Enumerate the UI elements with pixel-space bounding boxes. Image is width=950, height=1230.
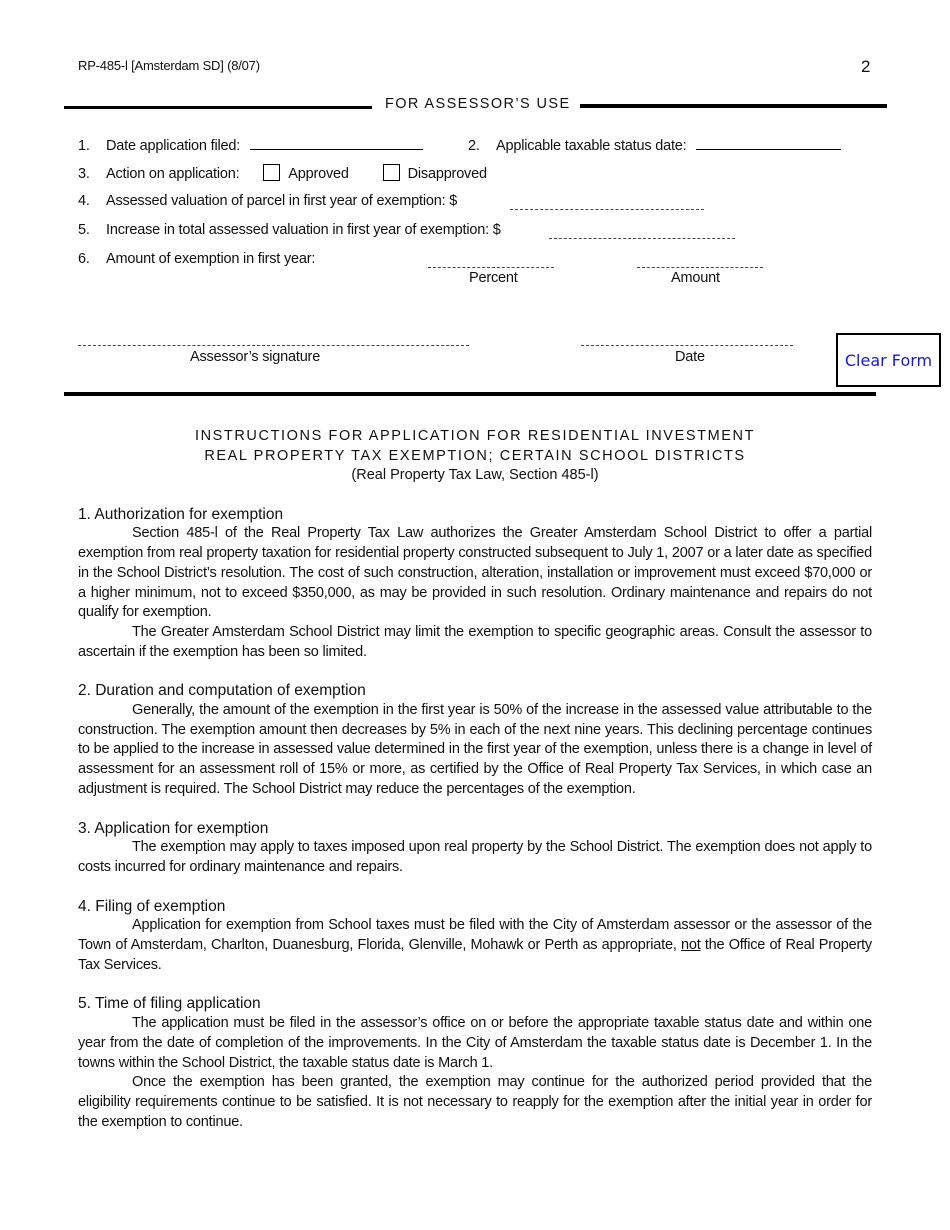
section-application: 3. Application for exemption The exemption may apply to taxes imposed upon real property by the School District. The exemption does not apply to costs incurred for ordinary maintenance and repairs. xyxy=(78,819,872,875)
divider xyxy=(580,104,887,108)
date-label: Date xyxy=(675,349,705,365)
signature-label: Assessor’s signature xyxy=(190,349,321,365)
page-number: 2 xyxy=(861,57,871,76)
disapproved-checkbox[interactable] xyxy=(383,164,400,181)
taxable-status-date-field[interactable] xyxy=(696,135,841,150)
percent-label: Percent xyxy=(469,270,518,286)
increase-valuation-field[interactable] xyxy=(549,238,735,239)
item-3: 3. Action on application: Approved Disapproved xyxy=(78,166,487,182)
section-filing: 4. Filing of exemption Application for exemption from School taxes must be filed with the City of Amsterdam assessor or the assessor of the Town of Amsterdam, Charlton, Duanesburg, Florida, Glenville, Mohawk or Perth as appropriate, not the Office of Real Property Tax Services. xyxy=(78,897,872,973)
clear-form-button[interactable]: Clear Form xyxy=(836,333,941,387)
form-id: RP-485-l [Amsterdam SD] (8/07) xyxy=(78,58,260,73)
divider xyxy=(64,392,876,396)
item-2: 2. Applicable taxable status date: xyxy=(468,135,841,154)
section-time-of-filing: 5. Time of filing application The application must be filed in the assessor’s office on or before the appropriate taxable status date and within one year from the date of completion of the improvements. In the City of Amsterdam the taxable status date is December 1. In the towns within the School District, the taxable status date is March 1. Once the exemption has been granted, the exemption may continue for the authorized period provided that the eligibility requirements continue to be satisfied. It is not necessary to reapply for the exemption after the initial year in order for the exemption to continue. xyxy=(78,995,872,1130)
instructions-title-2: REAL PROPERTY TAX EXEMPTION; CERTAIN SCHOOL DISTRICTS xyxy=(204,448,746,464)
assessed-valuation-field[interactable] xyxy=(510,209,704,210)
section-duration: 2. Duration and computation of exemption Generally, the amount of the exemption in the first year is 50% of the increase in the assessed value attributable to the construction. The exemption amount then decreases by 5% in each of the next nine years. This declining percentage continues to be applied to the increase in assessed value determined in the first year of the exemption, unless there is a change in level of assessment for an assessment roll of 15% or more, as certified by the Office of Real Property Tax Services, in which case an adjustment is required. The School District may reduce the percentages of the exemption. xyxy=(78,682,872,797)
item-6: 6. Amount of exemption in first year: xyxy=(78,251,316,267)
instructions xyxy=(78,426,872,1132)
item-1: 1. Date application filed: xyxy=(78,135,423,154)
signature-field[interactable] xyxy=(78,345,469,346)
item-4: 4. Assessed valuation of parcel in first year of exemption: $ xyxy=(78,193,458,209)
instructions-title-1: INSTRUCTIONS FOR APPLICATION FOR RESIDENTIAL INVESTMENT xyxy=(194,428,756,444)
section-authorization: 1. Authorization for exemption Section 485-l of the Real Property Tax Law authorizes the Greater Amsterdam School District to offer a partial exemption from real property taxation for residential property constructed subsequent to July 1, 2007 or a later date as specified in the School District’s resolution. The cost of such construction, alteration, installation or improvement must exceed $70,000 or a higher minimum, not to exceed $350,000, as may be provided in such resolution. Ordinary maintenance and repairs do not qualify for exemption. The Greater Amsterdam School District may limit the exemption to specific geographic areas. Consult the assessor to ascertain if the exemption has been so limited. xyxy=(78,505,872,660)
section-title: FOR ASSESSOR’S USE xyxy=(385,96,571,112)
amount-label: Amount xyxy=(671,270,720,286)
divider xyxy=(64,106,372,109)
instructions-subtitle: (Real Property Tax Law, Section 485-l) xyxy=(351,467,599,483)
signature-date-field[interactable] xyxy=(581,345,793,346)
approved-checkbox[interactable] xyxy=(263,164,280,181)
item-5: 5. Increase in total assessed valuation in first year of exemption: $ xyxy=(78,222,501,238)
percent-field[interactable] xyxy=(428,267,554,268)
amount-field[interactable] xyxy=(637,267,763,268)
date-filed-field[interactable] xyxy=(250,135,423,150)
